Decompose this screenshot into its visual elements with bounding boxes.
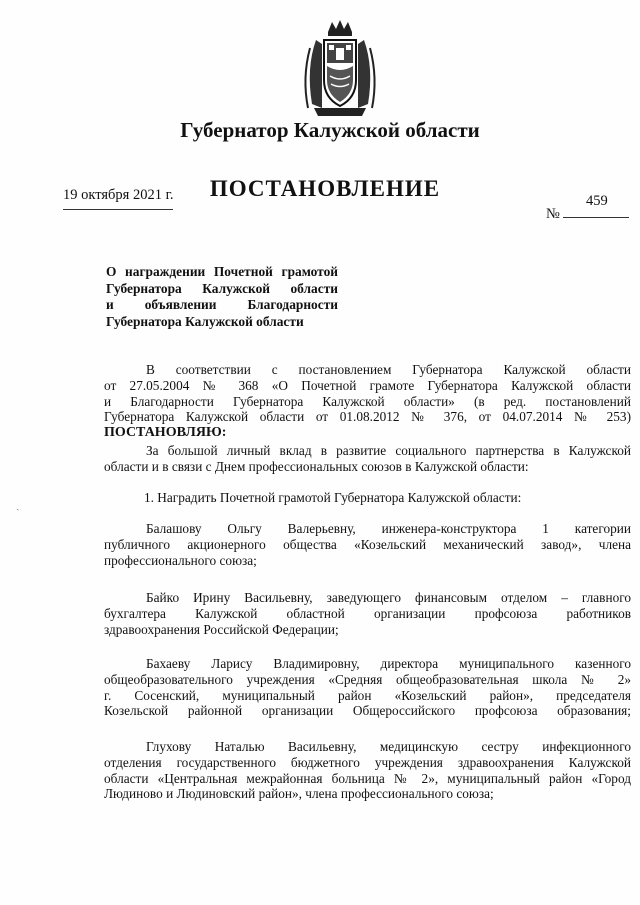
awardee-line: Людиново и Людиновский район», члена профессионального союза;: [104, 786, 494, 802]
awardee-line: Козельской районной организации Общероссийского профсоюза образования;: [104, 703, 631, 719]
preamble-line: Губернатора Калужской области от 01.08.2012 № 376, от 04.07.2014 № 253): [104, 409, 631, 425]
awardee-line: Балашову Ольгу Валерьевну, инженера-конструктора 1 категории: [146, 521, 631, 536]
preamble-line: В соответствии с постановлением Губернатора Калужской области: [146, 362, 631, 377]
subject-line: Губернатора Калужской области: [106, 280, 338, 296]
number-sign: №: [546, 206, 560, 222]
awardee-paragraph: [104, 590, 631, 637]
coat-of-arms-emblem: [298, 18, 382, 118]
reason-line: За большой личный вклад в развитие социального партнерства в Калужской: [146, 443, 631, 458]
awardee-line: здравоохранения Российской Федерации;: [104, 621, 339, 637]
awardee-line: публичного акционерного общества «Козельский механический завод», члена: [104, 536, 631, 552]
document-date: 19 октября 2021 г.: [63, 187, 174, 203]
preamble-line: от 27.05.2004 № 368 «О Почетной грамоте Губернатора Калужской области: [104, 377, 631, 393]
awardee-line: г. Сосенский, муниципальный район «Козельский район», председателя: [104, 687, 631, 703]
awardee-line: общеобразовательного учреждения «Средняя общеобразовательная школа № 2»: [104, 671, 631, 687]
number-underline: [563, 217, 629, 218]
date-underline: [63, 209, 173, 210]
item-1-text: 1. Наградить Почетной грамотой Губернатора Калужской области:: [144, 490, 522, 505]
awardee-line: Байко Ирину Васильевну, заведующего финансовым отделом – главного: [146, 590, 631, 605]
awardee-line: Глухову Наталью Васильевну, медицинскую сестру инфекционного: [146, 739, 631, 754]
preamble-paragraph: [104, 362, 631, 441]
reason-line: области и в связи с Днем профессиональных союзов в Калужской области:: [104, 458, 529, 474]
reason-paragraph: [104, 443, 631, 475]
subject-line: Губернатора Калужской области: [106, 313, 304, 329]
awardee-line: области «Центральная межрайонная больница № 2», муниципальный район «Город: [104, 770, 631, 786]
awardee-line: бухгалтера Калужской областной организации профсоюза работников: [104, 605, 631, 621]
item-1: [104, 490, 631, 506]
awardee-paragraph: [104, 739, 631, 802]
document-subject: [106, 264, 338, 330]
subject-line: О награждении Почетной грамотой: [106, 264, 338, 279]
awardee-paragraph: [104, 521, 631, 568]
decree-word: ПОСТАНОВЛЯЮ:: [104, 425, 227, 441]
awardee-line: отделения государственного бюджетного учреждения здравоохранения Калужской: [104, 754, 631, 770]
margin-mark: ˏ: [16, 499, 20, 511]
awardee-line: Бахаеву Ларису Владимировну, директора муниципального казенного: [146, 656, 631, 671]
subject-line: и объявлении Благодарности: [106, 297, 338, 313]
document-number: 459: [586, 193, 608, 209]
issuing-authority: Губернатор Калужской области: [180, 118, 480, 142]
document-type: ПОСТАНОВЛЕНИЕ: [209, 176, 441, 201]
awardee-paragraph: [104, 656, 631, 719]
awardee-line: профессионального союза;: [104, 552, 257, 568]
preamble-line: и Благодарности Губернатора Калужской области» (в ред. постановлений: [104, 393, 631, 409]
